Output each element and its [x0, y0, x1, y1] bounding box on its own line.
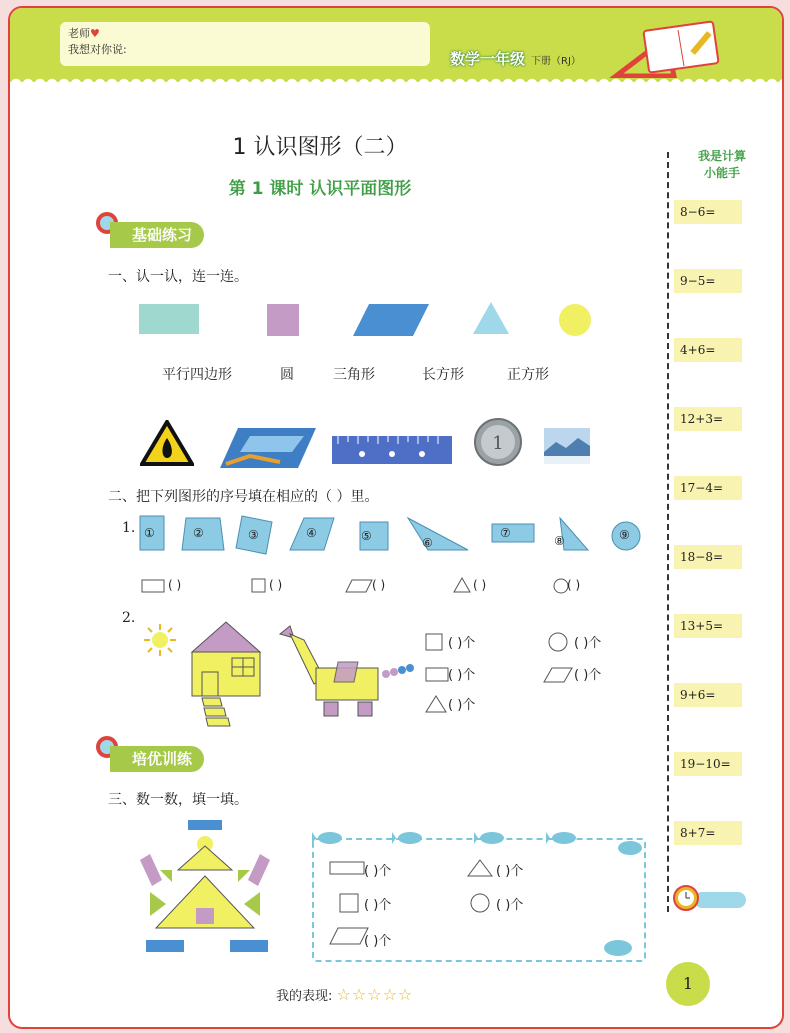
calc-item[interactable]: 9+6=	[674, 683, 742, 707]
answer-parallelogram[interactable]: ( )	[372, 578, 386, 592]
calc-item[interactable]: 9−5=	[674, 269, 742, 293]
alarm-clock-icon	[670, 880, 750, 914]
shape-number-9: ⑨	[619, 528, 630, 542]
heart-icon: ♥	[90, 27, 100, 40]
note-title: 老师	[68, 27, 90, 40]
shape-number-8: ⑧	[554, 534, 565, 548]
calc-item[interactable]: 17−4=	[674, 476, 742, 500]
shape-robot-picture	[138, 816, 274, 956]
ruler-image	[332, 436, 452, 464]
shape-number-7: ⑦	[500, 526, 511, 540]
calc-item[interactable]: 4+6=	[674, 338, 742, 362]
label-triangle: 三角形	[333, 367, 375, 383]
circle-shape	[559, 304, 591, 336]
calc-item[interactable]: 18−8=	[674, 545, 742, 569]
q2-part2-label: 2.	[122, 610, 136, 626]
worksheet-page	[8, 6, 784, 1029]
count-rectangle[interactable]: ( )个	[448, 668, 476, 683]
section-advanced: 培优训练	[110, 746, 204, 772]
calc-item[interactable]: 8−6=	[674, 200, 742, 224]
count-parallelogram[interactable]: ( )个	[574, 668, 602, 683]
sidebar-divider	[667, 152, 671, 912]
answer-square[interactable]: ( )	[269, 578, 283, 592]
answer-rectangle[interactable]: ( )	[168, 578, 182, 592]
label-square: 正方形	[507, 367, 549, 383]
count-shape-icons	[424, 632, 574, 716]
house-picture	[138, 620, 268, 730]
volume-label: 下册（RJ）	[531, 56, 581, 67]
grade-label	[450, 48, 581, 69]
teacher-note	[60, 22, 430, 66]
sidebar-title-line2: 小能手	[703, 166, 740, 180]
question-3: 三、数一数，填一填。	[108, 792, 248, 808]
shape-number-1: ①	[144, 526, 155, 540]
performance-label: 我的表现:	[276, 989, 333, 1004]
unit-title: 1 认识图形（二）	[232, 135, 408, 160]
grade-text: 数学一年级	[450, 50, 526, 68]
photo-image	[544, 428, 590, 464]
answer-triangle[interactable]: ( )	[473, 578, 487, 592]
page-number: 1	[666, 962, 710, 1006]
svg-text:1: 1	[492, 433, 504, 454]
shape-number-6: ⑥	[422, 536, 433, 550]
triangle-shape	[473, 302, 509, 334]
section-basic: 基础练习	[110, 222, 204, 248]
square-shape	[267, 304, 299, 336]
q3-count-circle[interactable]: ( )个	[496, 898, 524, 913]
question-2: 二、把下列图形的序号填在相应的（ ）里。	[108, 489, 379, 505]
shape-number-4: ④	[306, 526, 317, 540]
label-circle: 圆	[280, 367, 294, 383]
count-square[interactable]: ( )个	[448, 636, 476, 651]
giraffe-picture	[276, 622, 416, 722]
count-circle[interactable]: ( )个	[574, 636, 602, 651]
shape-number-3: ③	[248, 528, 259, 542]
sidebar-title	[682, 148, 762, 182]
q3-count-triangle[interactable]: ( )个	[496, 864, 524, 879]
q2-part1-label: 1.	[122, 520, 136, 536]
label-parallelogram: 平行四边形	[162, 367, 232, 383]
rectangle-shape	[139, 304, 199, 334]
picture-card-image	[220, 428, 316, 468]
note-prompt: 我想对你说:	[68, 43, 127, 56]
answer-circle[interactable]: ( )	[567, 578, 581, 592]
calc-item[interactable]: 8+7=	[674, 821, 742, 845]
lesson-title: 第 1 课时 认识平面图形	[228, 179, 412, 199]
q3-count-square[interactable]: ( )个	[364, 898, 392, 913]
parallelogram-shape	[353, 304, 429, 336]
header-band	[10, 8, 782, 82]
star-rating-icons[interactable]: ☆☆☆☆☆	[336, 985, 414, 1004]
numbered-shapes	[138, 514, 648, 558]
sidebar-title-line1: 我是计算	[697, 149, 746, 163]
coin-image	[474, 418, 522, 466]
scallop-border	[10, 74, 782, 84]
calc-item[interactable]: 13+5=	[674, 614, 742, 638]
calc-item[interactable]: 12+3=	[674, 407, 742, 431]
count-triangle[interactable]: ( )个	[448, 698, 476, 713]
question-1: 一、认一认，连一连。	[108, 269, 248, 285]
shape-number-5: ⑤	[361, 529, 372, 543]
answer-shape-icons	[140, 576, 640, 596]
q3-shape-icons	[328, 858, 508, 950]
q3-count-rectangle[interactable]: ( )个	[364, 864, 392, 879]
ruler-book-icon	[606, 18, 726, 78]
q3-count-parallelogram[interactable]: ( )个	[364, 934, 392, 949]
shape-number-2: ②	[193, 526, 204, 540]
label-rectangle: 长方形	[422, 367, 464, 383]
performance-rating	[276, 985, 413, 1004]
warning-sign-image	[140, 420, 194, 466]
calc-item[interactable]: 19−10=	[674, 752, 742, 776]
